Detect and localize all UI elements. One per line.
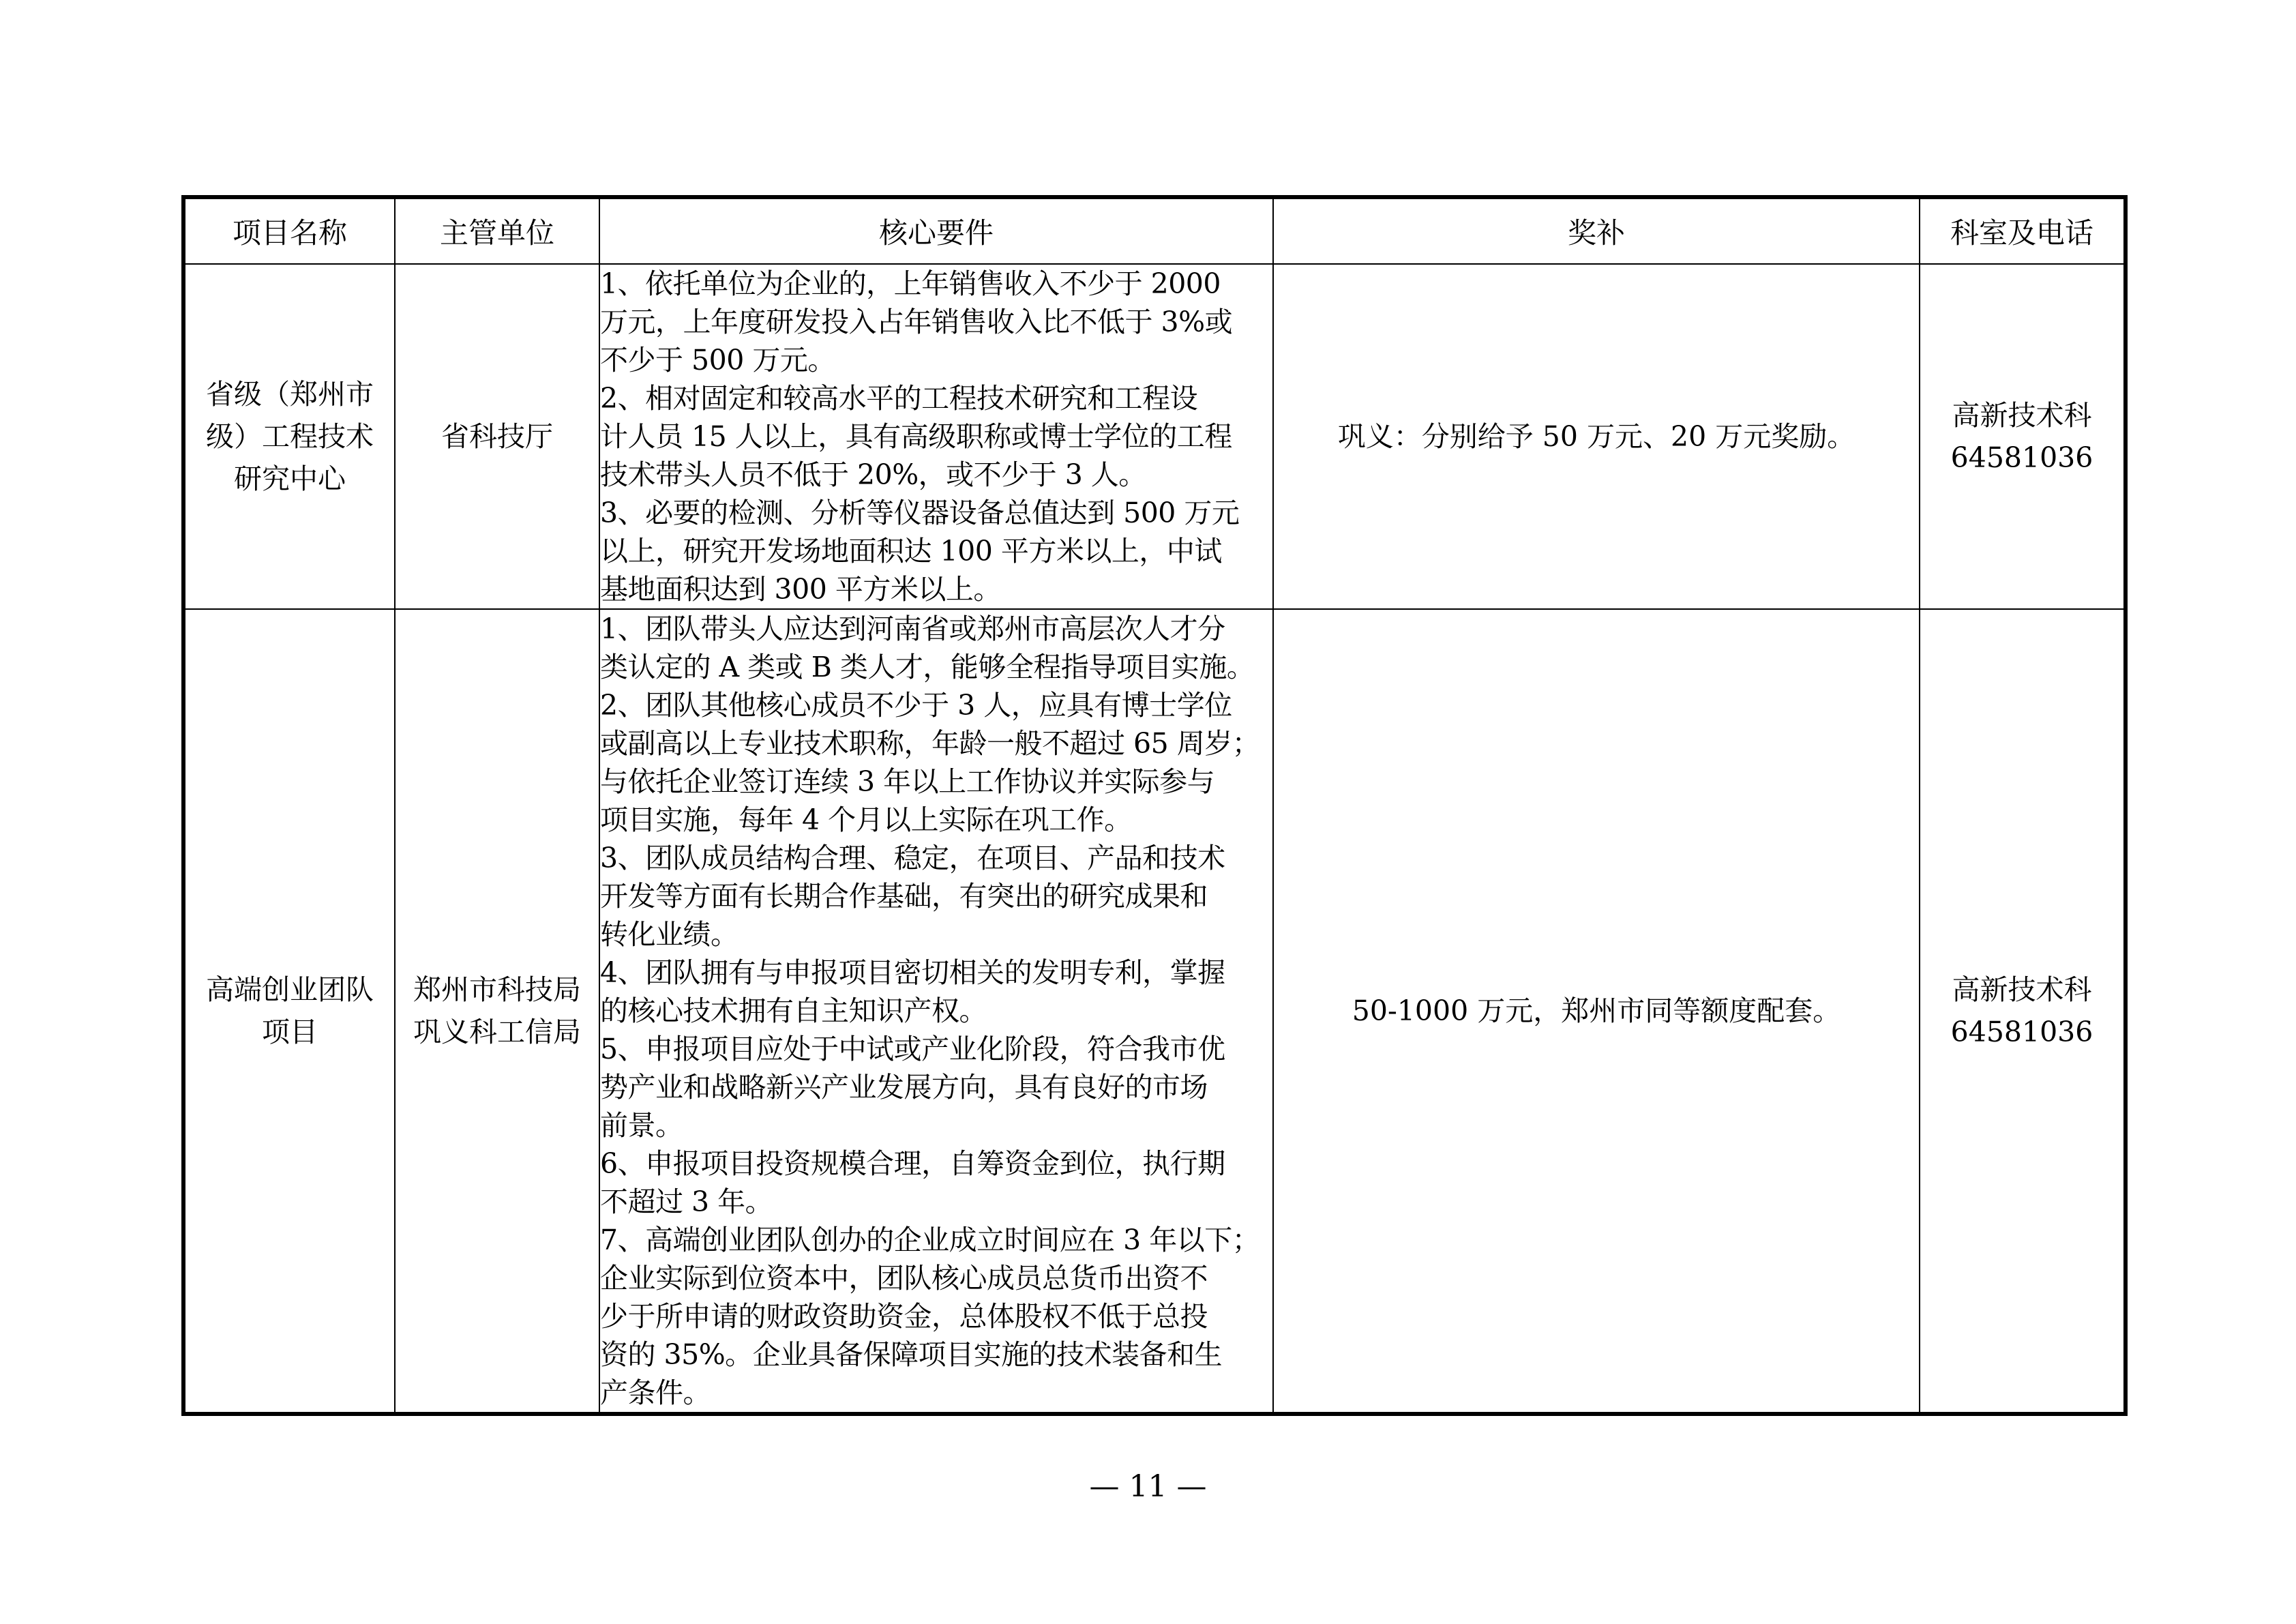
requirement-line: 不超过 3 年。 (600, 1185, 773, 1218)
requirement-line: 产条件。 (600, 1376, 711, 1409)
header-contact: 科室及电话 (1920, 197, 2126, 264)
project-name-line: 研究中心 (234, 462, 346, 495)
authority-line: 省科技厅 (441, 420, 553, 453)
requirement-line: 前景。 (600, 1109, 683, 1142)
requirement-line: 计人员 15 人以上，具有高级职称或博士学位的工程 (600, 420, 1232, 453)
requirement-line: 1、依托单位为企业的，上年销售收入不少于 2000 (600, 267, 1221, 300)
requirement-line: 2、团队其他核心成员不少于 3 人，应具有博士学位 (600, 689, 1232, 722)
authority-line: 郑州市科技局 (413, 973, 581, 1006)
reward-text: 巩义：分别给予 50 万元、20 万元奖励。 (1337, 420, 1855, 453)
page-number: — 11 — (1089, 1469, 1207, 1504)
requirement-line: 的核心技术拥有自主知识产权。 (600, 994, 987, 1027)
requirement-line: 3、必要的检测、分析等仪器设备总值达到 500 万元 (600, 497, 1240, 529)
requirement-line: 势产业和战略新兴产业发展方向，具有良好的市场 (600, 1071, 1208, 1104)
requirement-line: 少于所申请的财政资助资金，总体股权不低于总投 (600, 1300, 1208, 1333)
header-reward: 奖补 (1273, 197, 1920, 264)
header-requirements: 核心要件 (599, 197, 1273, 264)
project-name-line: 高端创业团队 (206, 973, 374, 1006)
contact-cell (1920, 264, 2126, 609)
authority-line: 巩义科工信局 (413, 1016, 581, 1048)
requirement-line: 转化业绩。 (600, 918, 739, 951)
requirement-line: 类认定的 A 类或 B 类人才，能够全程指导项目实施。 (600, 651, 1255, 683)
requirement-line: 与依托企业签订连续 3 年以上工作协议并实际参与 (600, 765, 1215, 798)
contact-phone: 64581036 (1950, 1016, 2093, 1048)
reward-text: 50-1000 万元，郑州市同等额度配套。 (1352, 994, 1841, 1027)
header-project-name: 项目名称 (183, 197, 395, 264)
project-name-line: 省级（郑州市 (206, 378, 374, 411)
project-name-line: 项目 (262, 1016, 318, 1048)
authority-cell (395, 264, 599, 609)
requirement-line: 资的 35%。企业具备保障项目实施的技术装备和生 (600, 1338, 1223, 1371)
requirement-line: 4、团队拥有与申报项目密切相关的发明专利，掌握 (600, 956, 1225, 989)
requirements-cell (599, 264, 1273, 609)
project-name-cell (183, 609, 395, 1414)
contact-department: 高新技术科 (1952, 973, 2092, 1006)
table-header-row (183, 197, 2126, 264)
requirement-line: 1、团队带头人应达到河南省或郑州市高层次人才分 (600, 612, 1225, 645)
requirement-line: 6、申报项目投资规模合理，自筹资金到位，执行期 (600, 1147, 1225, 1180)
contact-department: 高新技术科 (1952, 399, 2092, 432)
requirement-line: 开发等方面有长期合作基础，有突出的研究成果和 (600, 880, 1208, 913)
header-authority: 主管单位 (395, 197, 599, 264)
reward-cell (1273, 609, 1920, 1414)
table-row (183, 609, 2126, 1414)
project-name-line: 级）工程技术 (206, 420, 374, 453)
policy-table (181, 195, 2128, 1416)
requirement-line: 项目实施，每年 4 个月以上实际在巩工作。 (600, 803, 1132, 836)
requirement-line: 2、相对固定和较高水平的工程技术研究和工程设 (600, 382, 1198, 415)
requirement-line: 万元，上年度研发投入占年销售收入比不低于 3%或 (600, 306, 1233, 338)
authority-cell (395, 609, 599, 1414)
contact-phone: 64581036 (1950, 441, 2093, 474)
reward-cell (1273, 264, 1920, 609)
requirement-line: 7、高端创业团队创办的企业成立时间应在 3 年以下； (600, 1224, 1260, 1256)
requirement-line: 或副高以上专业技术职称，年龄一般不超过 65 周岁； (600, 727, 1260, 760)
table-row (183, 264, 2126, 609)
requirement-line: 企业实际到位资本中，团队核心成员总货币出资不 (600, 1262, 1208, 1295)
requirement-line: 技术带头人员不低于 20%，或不少于 3 人。 (600, 458, 1146, 491)
requirement-line: 5、申报项目应处于中试或产业化阶段，符合我市优 (600, 1033, 1225, 1065)
contact-cell (1920, 609, 2126, 1414)
requirement-line: 基地面积达到 300 平方米以上。 (600, 573, 1001, 606)
requirement-line: 不少于 500 万元。 (600, 344, 835, 377)
requirement-line: 以上，研究开发场地面积达 100 平方米以上，中试 (600, 535, 1222, 567)
requirements-cell (599, 609, 1273, 1414)
project-name-cell (183, 264, 395, 609)
requirement-line: 3、团队成员结构合理、稳定，在项目、产品和技术 (600, 842, 1225, 874)
